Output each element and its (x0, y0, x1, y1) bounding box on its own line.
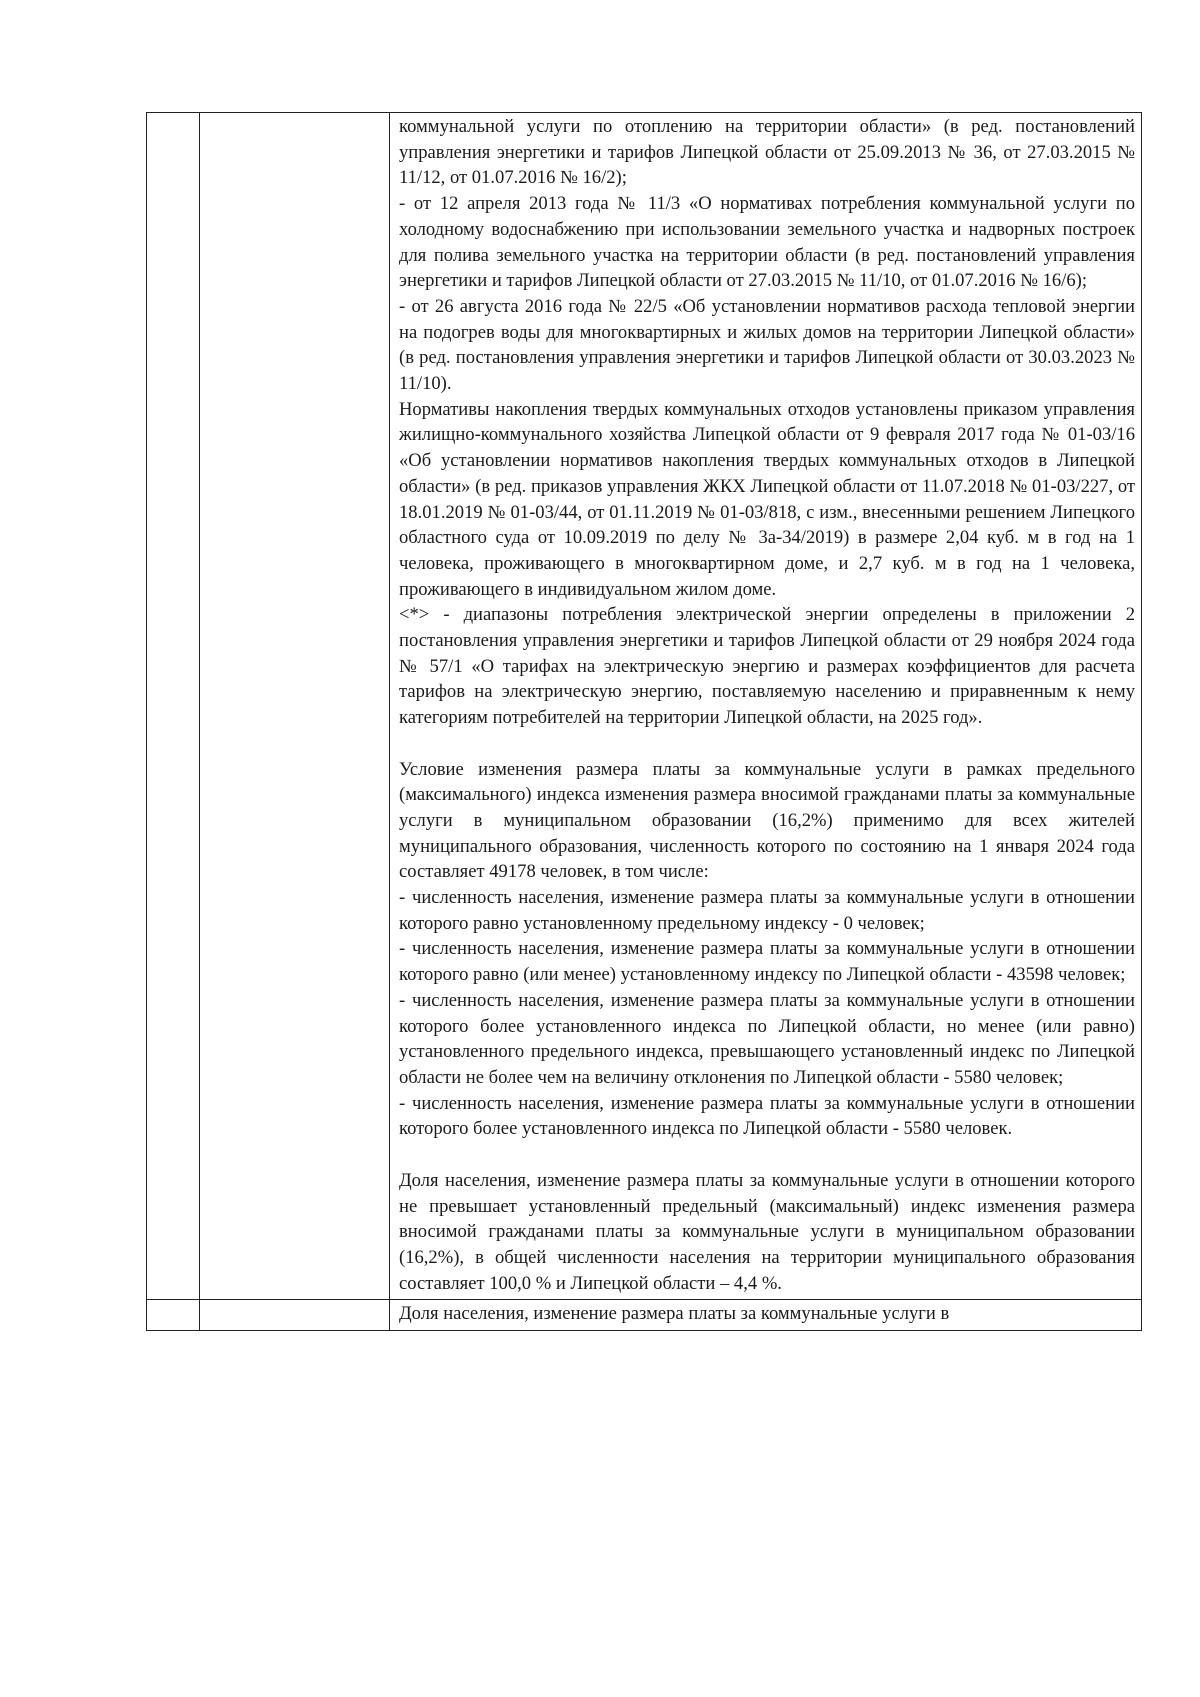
paragraph: Доля населения, изменение размера платы за коммунальные услуги в (399, 1303, 950, 1325)
paragraph: <*> - диапазоны потребления электрической энергии определены в приложении 2 постановления управления энергетики и тарифов Липецкой области от 29 ноября 2024 года № 57/1 «О тарифах на электрическую энергию и размерах коэффициентов для расчета тарифов на электрическую энергию, поставляемую населению и приравненным к нему категориям потребителей на территории Липецкой области, на 2025 год». (399, 604, 1135, 729)
paragraph: - численность населения, изменение размера платы за коммунальные услуги в отношении которого равно установленному предельному индексу - 0 человек; (399, 887, 1135, 934)
table-cell-number (147, 113, 200, 1300)
table-cell-content (390, 1300, 1142, 1331)
paragraph: Нормативы накопления твердых коммунальных отходов установлены приказом управления жилищно-коммунального хозяйства Липецкой области от 9 февраля 2017 года № 01-03/16 «Об установлении нормативов накопления твердых коммунальных отходов в Липецкой области» (в ред. приказов управления ЖКХ Липецкой области от 11.07.2018 № 01-03/227, от 18.01.2019 № 01-03/44, от 01.11.2019 № 01-03/818, с изм., внесенными решением Липецкого областного суда от 10.09.2019 по делу № 3а-34/2019) в размере 2,04 куб. м в год на 1 человека, проживающего в многоквартирном доме, и 2,7 куб. м в год на 1 человека, проживающего в индивидуальном жилом доме. (399, 398, 1135, 600)
table-row (147, 1300, 1142, 1331)
table-cell-label (200, 1300, 390, 1331)
table-row (147, 113, 1142, 1300)
paragraph-spacer (399, 1142, 1135, 1168)
content-text (390, 1300, 1141, 1330)
document-table (146, 112, 1142, 1331)
paragraph: Доля населения, изменение размера платы за коммунальные услуги в отношении которого не превышает установленный предельный (максимальный) индекс изменения размера вносимой гражданами платы за коммунальные услуги в муниципальном образовании (16,2%), в общей численности населения на территории муниципального образования составляет 100,0 % и Липецкой области – 4,4 %. (399, 1169, 1135, 1294)
paragraph: - численность населения, изменение размера платы за коммунальные услуги в отношении которого равно (или менее) установленному индексу по Липецкой области - 43598 человек; (399, 938, 1135, 986)
paragraph: - от 26 августа 2016 года № 22/5 «Об установлении нормативов расхода тепловой энергии на подогрев воды для многоквартирных и жилых домов на территории Липецкой области» (в ред. постановления управления энергетики и тарифов Липецкой области от 30.03.2023 № 11/10). (399, 295, 1135, 395)
table-cell-content (390, 113, 1142, 1300)
table-cell-label (200, 113, 390, 1300)
content-text (390, 113, 1141, 1299)
paragraph: - численность населения, изменение размера платы за коммунальные услуги в отношении которого более установленного индекса по Липецкой области - 5580 человек. (399, 1092, 1135, 1140)
paragraph: - от 12 апреля 2013 года № 11/3 «О нормативах потребления коммунальной услуги по холодному водоснабжению при использовании земельного участка и надворных построек для полива земельного участка на территории области (в ред. постановлений управления энергетики и тарифов Липецкой области от 27.03.2015 № 11/10, от 01.07.2016 № 16/6); (399, 193, 1135, 292)
paragraph: - численность населения, изменение размера платы за коммунальные услуги в отношении которого более установленного индекса по Липецкой области, но менее (или равно) установленного предельного индекса, превышающего установленный индекс по Липецкой области не более чем на величину отклонения по Липецкой области - 5580 человек; (399, 989, 1135, 1088)
paragraph: Условие изменения размера платы за коммунальные услуги в рамках предельного (максимального) индекса изменения размера вносимой гражданами платы за коммунальные услуги в муниципальном образовании (16,2%) применимо для всех жителей муниципального образования, численность которого по состоянию на 1 января 2024 года составляет 49178 человек, в том числе: (399, 758, 1135, 883)
paragraph: коммунальной услуги по отоплению на территории области» (в ред. постановлений управления энергетики и тарифов Липецкой области от 25.09.2013 № 36, от 27.03.2015 № 11/12, от 01.07.2016 № 16/2); (399, 116, 1135, 189)
table-cell-number (147, 1300, 200, 1331)
paragraph-spacer (399, 731, 1135, 757)
